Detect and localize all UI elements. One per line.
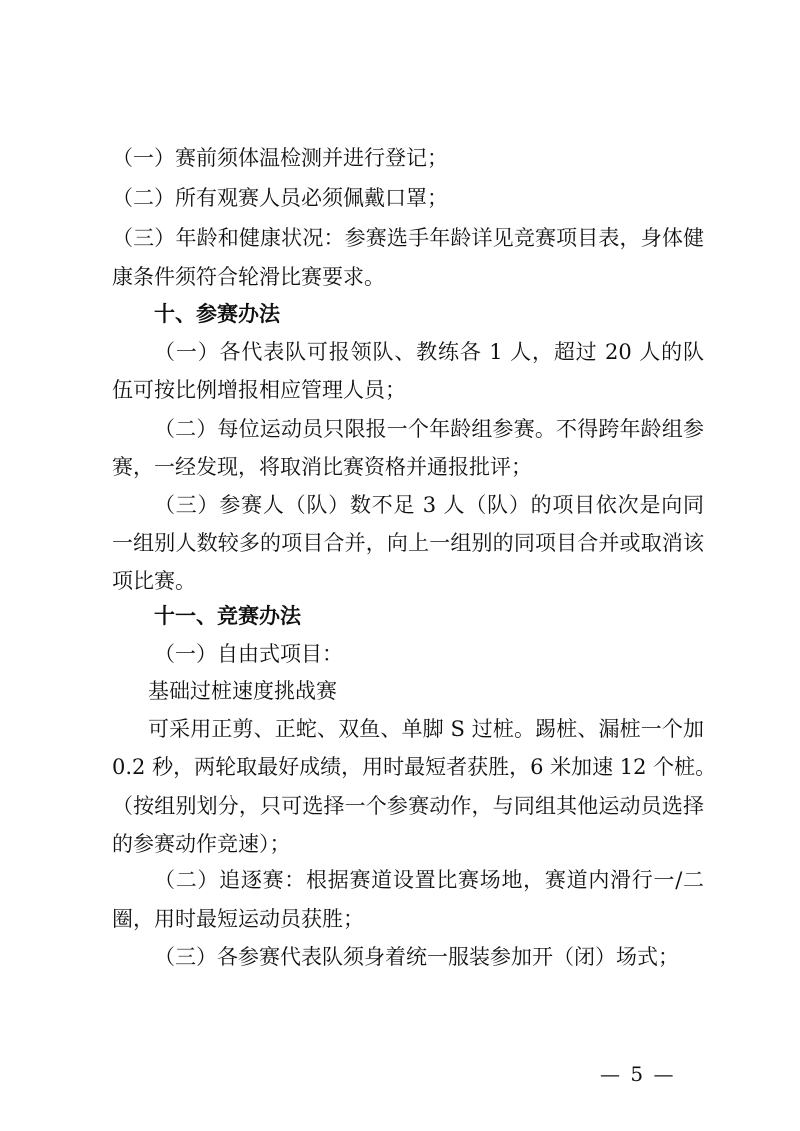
text-line: （三）各参赛代表队须身着统一服装参加开（闭）场式； (154, 945, 679, 969)
section-heading: 十、参赛办法 (154, 302, 280, 326)
subheading: 基础过桩速度挑战赛 (148, 679, 337, 703)
text-line: （二）每位运动员只限报一个年龄组参赛。不得跨年龄组参 (154, 417, 704, 441)
text-line: 的参赛动作竞速）； (112, 832, 291, 856)
section-heading: 十一、竞赛办法 (154, 604, 301, 628)
text-line: 可采用正剪、正蛇、双鱼、单脚 S 过桩。踢桩、漏桩一个加 (148, 717, 704, 741)
text-line: （三）年龄和健康状况：参赛选手年龄详见竞赛项目表，身体健 (112, 226, 704, 250)
text-line: 伍可按比例增报相应管理人员； (112, 378, 406, 402)
text-line: 项比赛。 (112, 569, 196, 593)
text-line: （一）自由式项目： (154, 642, 343, 666)
text-line: （一）各代表队可报领队、教练各 1 人，超过 20 人的队 (154, 340, 704, 364)
text-line: 康条件须符合轮滑比赛要求。 (112, 265, 385, 289)
text-line: 一组别人数较多的项目合并，向上一组别的同项目合并或取消该 (112, 531, 704, 555)
page-number: — 5 — (600, 1062, 676, 1086)
text-line: 赛，一经发现，将取消比赛资格并通报批评； (112, 455, 532, 479)
text-line: （二）所有观赛人员必须佩戴口罩； (112, 186, 448, 210)
text-line: （三）参赛人（队）数不足 3 人（队）的项目依次是向同 (154, 493, 704, 517)
text-line: （按组别划分，只可选择一个参赛动作，与同组其他运动员选择 (112, 794, 704, 818)
text-line: （二）追逐赛：根据赛道设置比赛场地，赛道内滑行一/二 (154, 868, 704, 892)
text-line: 圈，用时最短运动员获胜； (112, 907, 364, 931)
text-line: （一）赛前须体温检测并进行登记； (112, 146, 448, 170)
text-line: 0.2 秒，两轮取最好成绩，用时最短者获胜，6 米加速 12 个桩。 (112, 755, 717, 779)
